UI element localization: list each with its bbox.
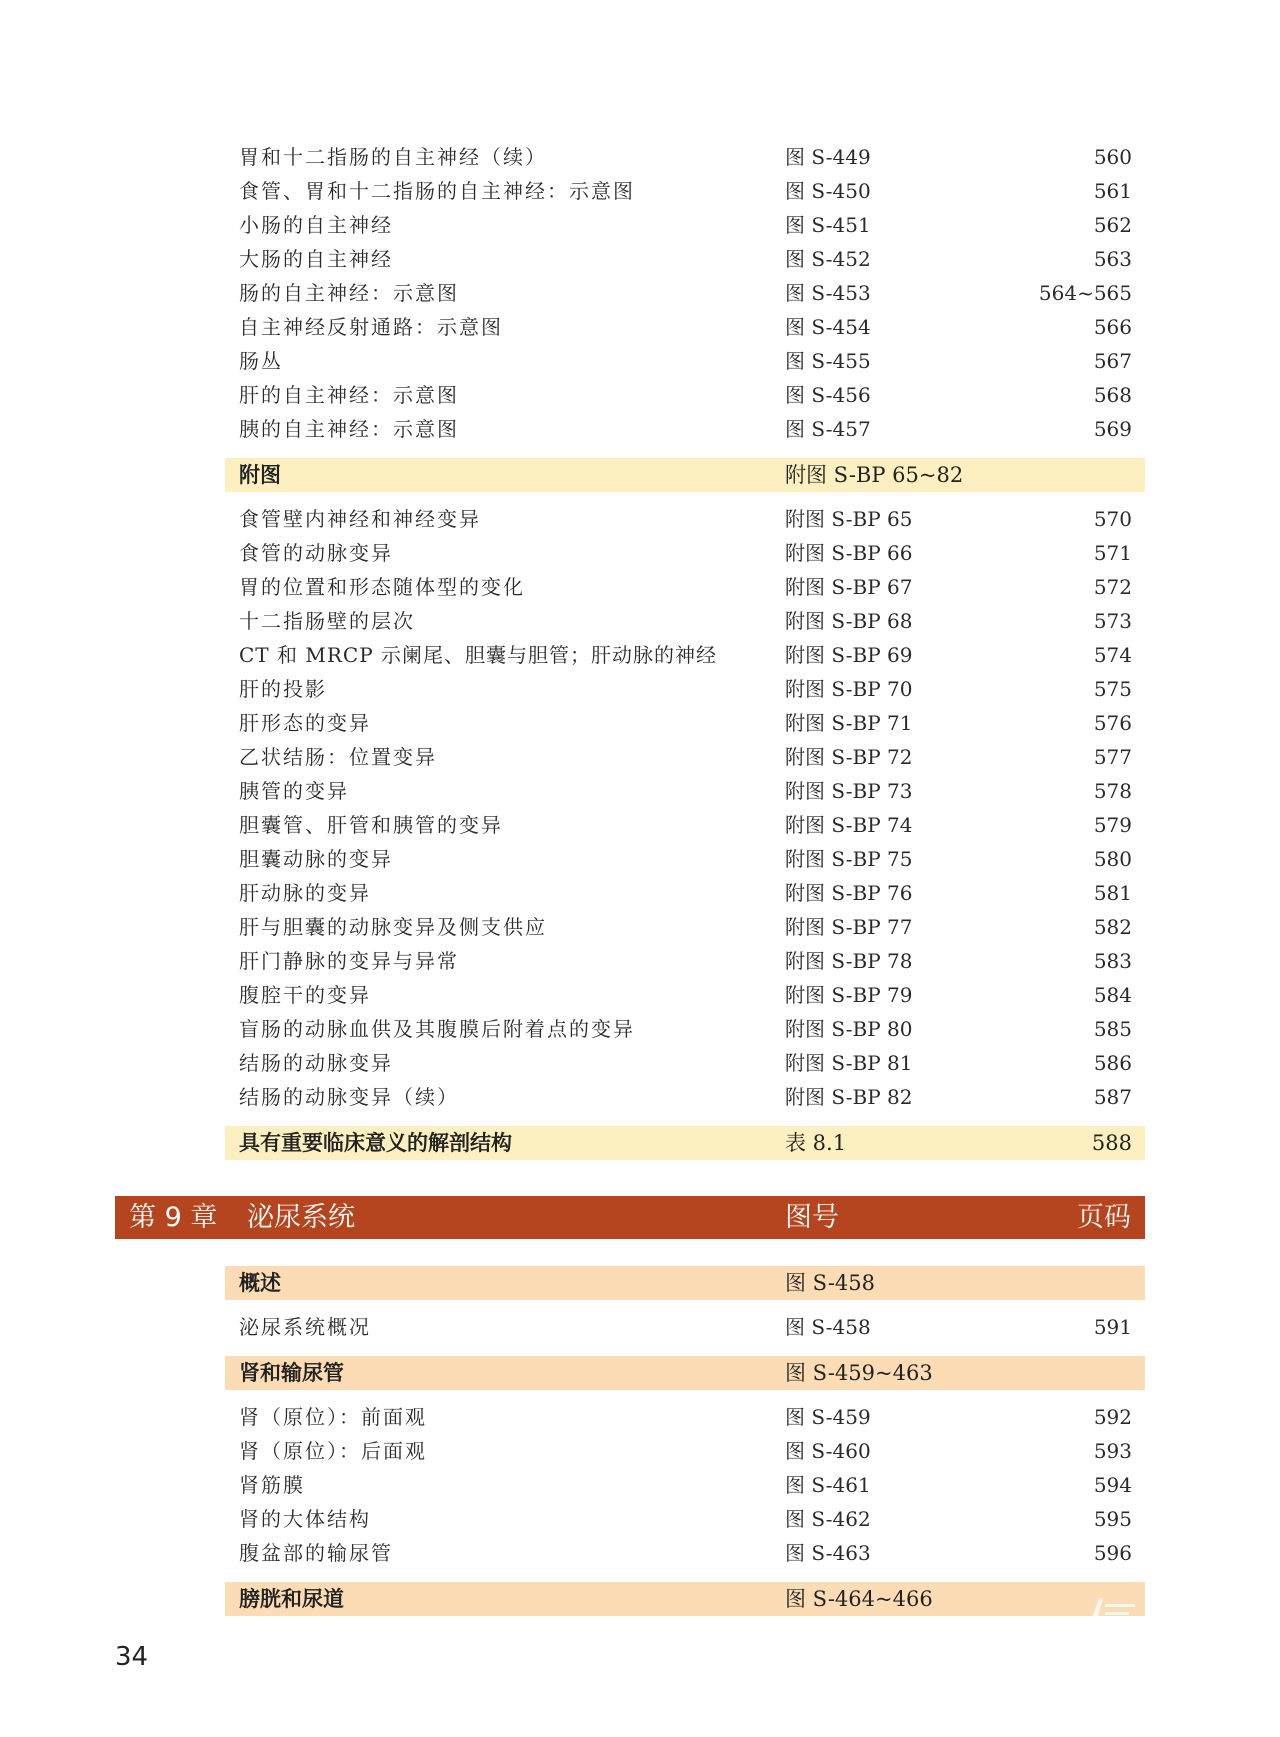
toc-entry-page: 572 — [1093, 575, 1132, 599]
toc-entry-title: 泌尿系统概况 — [239, 1315, 371, 1339]
toc-entry-figure: 附图 S-BP 70 — [785, 677, 913, 701]
section-title: 具有重要临床意义的解剖结构 — [239, 1131, 512, 1155]
toc-entry-title: 十二指肠壁的层次 — [239, 609, 415, 633]
toc-row — [225, 310, 1145, 344]
toc-row — [225, 1310, 1145, 1344]
toc-entry-figure: 图 S-454 — [785, 315, 871, 339]
toc-row — [225, 978, 1145, 1012]
toc-entry-page: 569 — [1093, 417, 1132, 441]
toc-entry-page: 566 — [1093, 315, 1132, 339]
toc-entry-title: 盲肠的动脉血供及其腹膜后附着点的变异 — [239, 1017, 635, 1041]
section-figure-range: 表 8.1 — [785, 1131, 847, 1155]
toc-entry-page: 574 — [1093, 643, 1132, 667]
toc-entry-title: 肾的大体结构 — [239, 1507, 371, 1531]
toc-entry-page: 578 — [1093, 779, 1132, 803]
toc-entry-figure: 图 S-462 — [785, 1507, 871, 1531]
toc-entry-page: 570 — [1093, 507, 1132, 531]
toc-entry-figure: 附图 S-BP 67 — [785, 575, 913, 599]
toc-row — [225, 502, 1145, 536]
toc-entry-figure: 附图 S-BP 81 — [785, 1051, 913, 1075]
toc-row — [225, 672, 1145, 706]
section-title: 膀胱和尿道 — [239, 1587, 344, 1611]
toc-row — [225, 174, 1145, 208]
toc-entry-title: 食管壁内神经和神经变异 — [239, 507, 481, 531]
toc-entry-page: 563 — [1093, 247, 1132, 271]
toc-entry-figure: 附图 S-BP 69 — [785, 643, 913, 667]
toc-row — [225, 1502, 1145, 1536]
toc-entry-figure: 附图 S-BP 73 — [785, 779, 913, 803]
toc-row — [225, 570, 1145, 604]
watermark-logo-icon — [1085, 1590, 1145, 1624]
page-column-header: 页码 — [1077, 1202, 1131, 1233]
toc-entry-page: 583 — [1093, 949, 1132, 973]
toc-entry-title: 胆囊动脉的变异 — [239, 847, 393, 871]
toc-entry-title: 乙状结肠：位置变异 — [239, 745, 437, 769]
toc-entry-page: 573 — [1093, 609, 1132, 633]
section-figure-range: 图 S-464~466 — [785, 1587, 933, 1611]
toc-entry-title: 肝形态的变异 — [239, 711, 371, 735]
chapter-header — [115, 1196, 1145, 1239]
page-number: 34 — [115, 1642, 149, 1672]
toc-row — [225, 208, 1145, 242]
toc-entry-title: 肾筋膜 — [239, 1473, 305, 1497]
toc-entry-page: 580 — [1093, 847, 1132, 871]
section-band-kidney — [225, 1356, 1145, 1390]
toc-row — [225, 1046, 1145, 1080]
toc-row — [225, 1434, 1145, 1468]
toc-entry-title: 肠的自主神经：示意图 — [239, 281, 459, 305]
toc-entry-title: 胃的位置和形态随体型的变化 — [239, 575, 525, 599]
toc-entry-page: 593 — [1093, 1439, 1132, 1463]
toc-entry-title: 肝门静脉的变异与异常 — [239, 949, 459, 973]
toc-entry-page: 594 — [1093, 1473, 1132, 1497]
section-band-clinical — [225, 1126, 1145, 1160]
toc-row — [225, 808, 1145, 842]
toc-row — [225, 1080, 1145, 1114]
toc-entry-figure: 图 S-456 — [785, 383, 871, 407]
toc-row — [225, 140, 1145, 174]
chapter-number: 第 9 章 — [129, 1202, 218, 1233]
toc-entry-figure: 图 S-459 — [785, 1405, 871, 1429]
toc-entry-title: 胆囊管、肝管和胰管的变异 — [239, 813, 503, 837]
toc-entry-title: 小肠的自主神经 — [239, 213, 393, 237]
toc-entry-figure: 图 S-461 — [785, 1473, 871, 1497]
toc-entry-figure: 图 S-455 — [785, 349, 871, 373]
toc-entry-page: 582 — [1093, 915, 1132, 939]
toc-entry-figure: 图 S-457 — [785, 417, 871, 441]
toc-entry-figure: 图 S-460 — [785, 1439, 871, 1463]
toc-row — [225, 706, 1145, 740]
toc-row — [225, 638, 1145, 672]
toc-row — [225, 842, 1145, 876]
toc-entry-figure: 附图 S-BP 76 — [785, 881, 913, 905]
toc-entry-page: 560 — [1093, 145, 1132, 169]
toc-entry-title: 腹盆部的输尿管 — [239, 1541, 393, 1565]
section-page: 588 — [1091, 1131, 1132, 1155]
toc-entry-page: 562 — [1093, 213, 1132, 237]
toc-row — [225, 944, 1145, 978]
section-title: 肾和输尿管 — [239, 1361, 344, 1385]
toc-entry-figure: 图 S-453 — [785, 281, 871, 305]
toc-entry-page: 592 — [1093, 1405, 1132, 1429]
toc-entry-title: 自主神经反射通路：示意图 — [239, 315, 503, 339]
toc-entry-title: 肾（原位）：前面观 — [239, 1405, 427, 1429]
toc-entry-title: 肝动脉的变异 — [239, 881, 371, 905]
toc-entry-figure: 附图 S-BP 66 — [785, 541, 913, 565]
toc-entry-page: 595 — [1093, 1507, 1132, 1531]
toc-row — [225, 536, 1145, 570]
toc-entry-figure: 附图 S-BP 77 — [785, 915, 913, 939]
toc-entry-title: 肝与胆囊的动脉变异及侧支供应 — [239, 915, 547, 939]
toc-entry-page: 581 — [1093, 881, 1132, 905]
toc-entry-figure: 附图 S-BP 68 — [785, 609, 913, 633]
toc-entry-title: 胃和十二指肠的自主神经（续） — [239, 145, 547, 169]
toc-entry-figure: 附图 S-BP 75 — [785, 847, 913, 871]
toc-entry-page: 585 — [1093, 1017, 1132, 1041]
toc-entry-page: 577 — [1093, 745, 1132, 769]
toc-row — [225, 1012, 1145, 1046]
toc-entry-title: 大肠的自主神经 — [239, 247, 393, 271]
toc-row — [225, 378, 1145, 412]
toc-entry-figure: 附图 S-BP 79 — [785, 983, 913, 1007]
toc-entry-title: 胰管的变异 — [239, 779, 349, 803]
chapter-title: 泌尿系统 — [247, 1202, 355, 1233]
toc-entry-figure: 附图 S-BP 78 — [785, 949, 913, 973]
toc-row — [225, 344, 1145, 378]
toc-row — [225, 1400, 1145, 1434]
toc-row — [225, 774, 1145, 808]
toc-row — [225, 910, 1145, 944]
toc-row — [225, 412, 1145, 446]
toc-entry-figure: 图 S-449 — [785, 145, 871, 169]
section-band-overview — [225, 1266, 1145, 1300]
toc-entry-title: 结肠的动脉变异 — [239, 1051, 393, 1075]
toc-entry-title: 肾（原位）：后面观 — [239, 1439, 427, 1463]
toc-entry-page: 591 — [1093, 1315, 1132, 1339]
toc-entry-figure: 图 S-463 — [785, 1541, 871, 1565]
toc-entry-title: 结肠的动脉变异（续） — [239, 1085, 459, 1109]
toc-row — [225, 1468, 1145, 1502]
toc-entry-title: 胰的自主神经：示意图 — [239, 417, 459, 441]
toc-row — [225, 604, 1145, 638]
toc-entry-title: 食管、胃和十二指肠的自主神经：示意图 — [239, 179, 635, 203]
section-figure-range: 附图 S-BP 65~82 — [785, 463, 964, 487]
section-figure-range: 图 S-458 — [785, 1271, 876, 1295]
toc-entry-title: 肝的自主神经：示意图 — [239, 383, 459, 407]
toc-entry-page: 587 — [1093, 1085, 1132, 1109]
toc-entry-figure: 图 S-458 — [785, 1315, 871, 1339]
toc-entry-figure: 图 S-452 — [785, 247, 871, 271]
section-band-appendix — [225, 458, 1145, 492]
toc-entry-page: 568 — [1093, 383, 1132, 407]
toc-entry-title: CT 和 MRCP 示阑尾、胆囊与胆管；肝动脉的神经 — [239, 643, 718, 667]
toc-row — [225, 1536, 1145, 1570]
toc-entry-title: 腹腔干的变异 — [239, 983, 371, 1007]
section-figure-range: 图 S-459~463 — [785, 1361, 933, 1385]
toc-entry-title: 肝的投影 — [239, 677, 327, 701]
section-band-bladder — [225, 1582, 1145, 1616]
toc-entry-figure: 附图 S-BP 72 — [785, 745, 913, 769]
toc-entry-figure: 附图 S-BP 82 — [785, 1085, 913, 1109]
toc-row — [225, 242, 1145, 276]
toc-entry-page: 567 — [1093, 349, 1132, 373]
toc-entry-figure: 附图 S-BP 71 — [785, 711, 913, 735]
toc-entry-page: 575 — [1093, 677, 1132, 701]
section-title: 概述 — [239, 1271, 281, 1295]
toc-entry-title: 肠丛 — [239, 349, 283, 373]
toc-entry-page: 561 — [1093, 179, 1132, 203]
toc-entry-figure: 图 S-450 — [785, 179, 871, 203]
toc-entry-figure: 附图 S-BP 74 — [785, 813, 913, 837]
toc-row — [225, 276, 1145, 310]
toc-entry-title: 食管的动脉变异 — [239, 541, 393, 565]
toc-entry-page: 584 — [1093, 983, 1132, 1007]
toc-entry-figure: 图 S-451 — [785, 213, 871, 237]
toc-entry-page: 571 — [1093, 541, 1132, 565]
toc-row — [225, 740, 1145, 774]
toc-entry-figure: 附图 S-BP 80 — [785, 1017, 913, 1041]
toc-entry-figure: 附图 S-BP 65 — [785, 507, 913, 531]
toc-row — [225, 876, 1145, 910]
toc-entry-page: 579 — [1093, 813, 1132, 837]
section-title: 附图 — [239, 463, 281, 487]
figure-column-header: 图号 — [785, 1202, 839, 1233]
toc-entry-page: 586 — [1093, 1051, 1132, 1075]
toc-entry-page: 576 — [1093, 711, 1132, 735]
toc-entry-page: 596 — [1093, 1541, 1132, 1565]
toc-entry-page: 564~565 — [1038, 281, 1132, 305]
